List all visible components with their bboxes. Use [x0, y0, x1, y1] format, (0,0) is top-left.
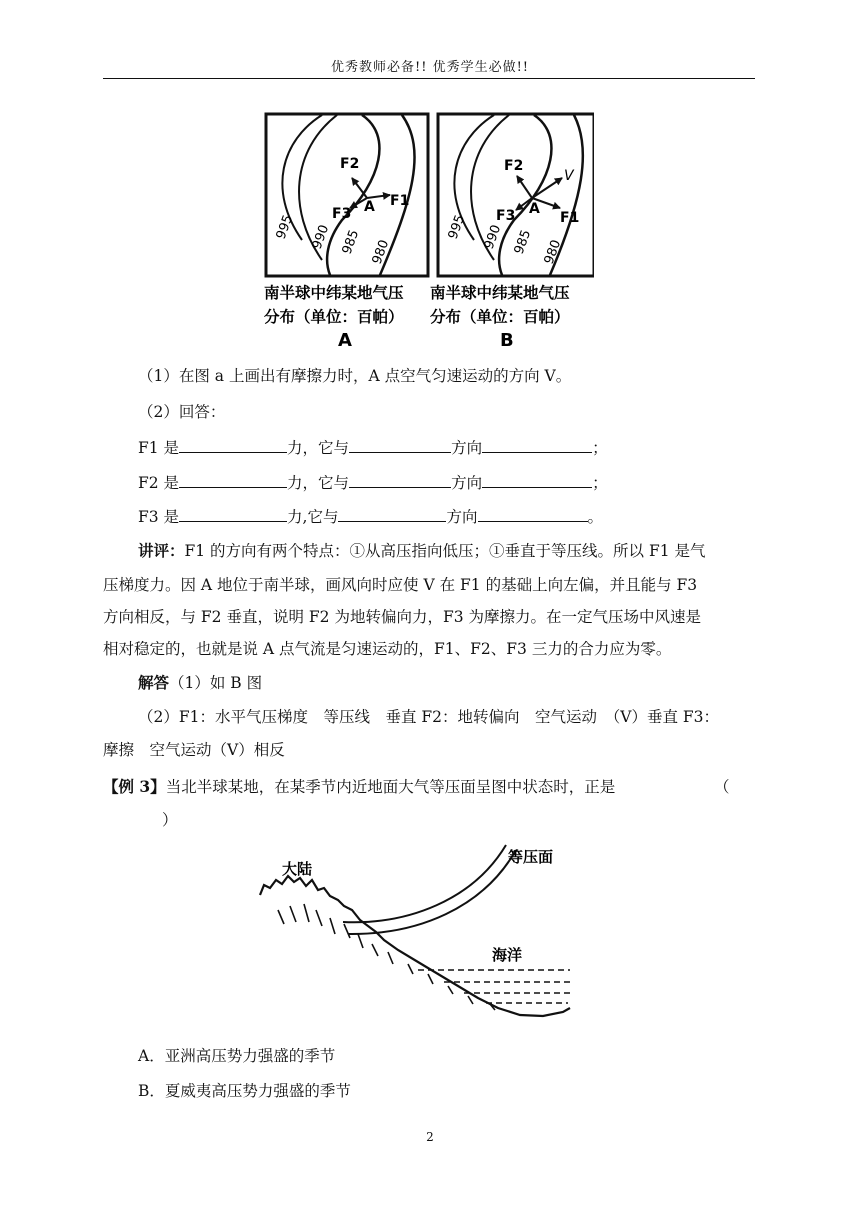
caption-a-letter: A: [338, 330, 352, 350]
f2-end: ；: [592, 474, 608, 492]
f1-end: ；: [592, 439, 608, 457]
example-3-paren-close: ）: [162, 811, 178, 829]
f1-mid1: 力，它与: [287, 439, 350, 457]
isobar-985-b: 985: [511, 227, 535, 257]
comment-label: 讲评：: [138, 541, 185, 560]
f2-blank-1[interactable]: [179, 472, 287, 488]
isobar-980-b: 980: [541, 237, 565, 267]
page-header: 优秀教师必备!! 优秀学生必做!!: [330, 60, 530, 75]
f1-start: F1 是: [138, 439, 180, 457]
pressure-figure: [262, 110, 594, 350]
label-isobaric-surface: 等压面: [508, 848, 554, 866]
fill-f3: [138, 506, 603, 527]
panel-b: [438, 114, 594, 276]
label-f1-b: F1: [560, 210, 580, 226]
f3-blank-2[interactable]: [338, 506, 446, 522]
label-a-a: A: [364, 199, 375, 215]
isobar-990-b: 990: [481, 222, 505, 252]
label-f3-b: F3: [496, 208, 516, 224]
fill-f1: [138, 437, 608, 458]
isobar-980-a: 980: [369, 237, 393, 267]
header-rule: [103, 78, 755, 79]
f2-mid2: 方向: [451, 474, 483, 492]
f3-blank-3[interactable]: [478, 506, 588, 522]
f1-blank-2[interactable]: [349, 437, 451, 453]
isobar-990-a: 990: [309, 222, 333, 252]
f3-start: F3 是: [138, 508, 180, 526]
f2-blank-3[interactable]: [482, 472, 592, 488]
isobar-995-b: 995: [445, 212, 469, 242]
answer-line-3: 摩擦 空气运动（V）相反: [103, 741, 285, 759]
f3-mid1: 力,它与: [287, 508, 339, 526]
comment-line-3: 方向相反，与 F2 垂直，说明 F2 为地转偏向力，F3 为摩擦力。在一定气压场中风速是: [103, 608, 701, 626]
isobar-995-a: 995: [273, 212, 297, 242]
page-number: 2: [426, 1130, 434, 1144]
answer-label: 解答: [138, 673, 170, 692]
f1-mid2: 方向: [451, 439, 483, 457]
answer-line-1: [138, 673, 262, 693]
f3-mid2: 方向: [446, 508, 478, 526]
f3-blank-1[interactable]: [179, 506, 287, 522]
label-f1-a: F1: [390, 193, 410, 209]
comment-line-2: 压梯度力。因 A 地位于南半球，画风向时应使 V 在 F1 的基础上向左偏，并且能与 F3: [103, 576, 698, 594]
option-b[interactable]: B．夏威夷高压势力强盛的季节: [138, 1082, 351, 1100]
answer-line-2: （2）F1：水平气压梯度 等压线 垂直 F2：地转偏向 空气运动 （V）垂直 F3：: [138, 708, 720, 726]
f1-blank-1[interactable]: [179, 437, 287, 453]
comment-line-4: 相对稳定的，也就是说 A 点气流是匀速运动的，F1、F2、F3 三力的合力应为零。: [103, 640, 672, 658]
f2-start: F2 是: [138, 474, 180, 492]
panel-a: [266, 114, 428, 276]
label-f2-a: F2: [340, 156, 360, 172]
caption-b-letter: B: [500, 330, 514, 350]
question-2: （2）回答：: [138, 403, 226, 421]
option-a[interactable]: A．亚洲高压势力强盛的季节: [138, 1047, 336, 1065]
f3-end: 。: [587, 508, 604, 526]
f2-blank-2[interactable]: [349, 472, 451, 488]
example-3-label: 【例 3】: [103, 777, 166, 796]
caption-b-line2: 分布（单位：百帕）: [430, 308, 570, 326]
fill-f2: [138, 472, 608, 493]
example-3-paren-open: （: [714, 778, 730, 796]
label-v-b: V: [564, 168, 574, 184]
isobaric-figure: [258, 840, 583, 1025]
f1-blank-3[interactable]: [482, 437, 592, 453]
caption-a-line2: 分布（单位：百帕）: [264, 308, 404, 326]
label-f2-b: F2: [504, 158, 524, 174]
label-land: 大陆: [282, 860, 313, 878]
comment-line-1: [138, 541, 706, 561]
isobar-985-a: 985: [339, 227, 363, 257]
label-ocean: 海洋: [492, 946, 523, 964]
question-1: （1）在图 a 上画出有摩擦力时，A 点空气匀速运动的方向 V。: [138, 367, 572, 385]
example-3-text: 当北半球某地，在某季节内近地面大气等压面呈图中状态时，正是: [165, 778, 616, 796]
comment-text-1: F1 的方向有两个特点：①从高压指向低压；①垂直于等压线。所以 F1 是气: [184, 542, 706, 560]
label-f3-a: F3: [332, 206, 352, 222]
f2-mid1: 力，它与: [287, 474, 350, 492]
caption-a-line1: 南半球中纬某地气压: [264, 284, 404, 302]
label-a-b: A: [529, 201, 540, 217]
answer-text-1: （1）如 B 图: [169, 674, 263, 692]
example-3: [103, 777, 615, 797]
caption-b-line1: 南半球中纬某地气压: [430, 284, 570, 302]
